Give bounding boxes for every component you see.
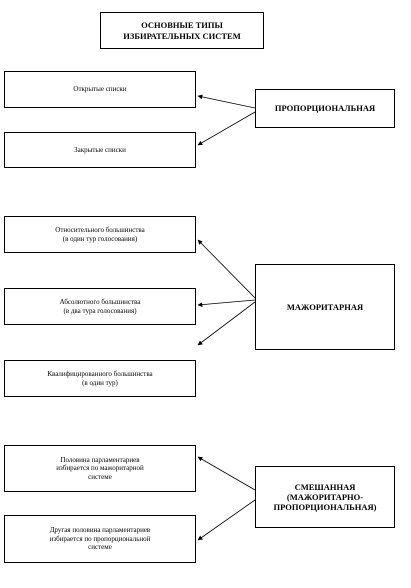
category-mixed-label-line3: ПРОПОРЦИОНАЛЬНАЯ)	[273, 502, 377, 513]
category-majoritarian-label: МАЖОРИТАРНАЯ	[286, 301, 364, 312]
item-absolute-majority-line2: (в два тура голосования)	[63, 306, 137, 315]
item-half-proportional-line3: системе	[88, 543, 112, 552]
diagram-title-line1: ОСНОВНЫЕ ТИПЫ	[141, 20, 223, 31]
item-relative-majority-line2: (в один тур голосования)	[62, 234, 138, 243]
item-half-majoritarian-line1: Половина парламентариев	[60, 455, 140, 464]
arrow-to-open-lists	[198, 96, 255, 108]
category-mixed-label-line2: (МАЖОРИТАРНО-	[286, 491, 364, 502]
arrow-to-qualified-majority	[198, 302, 255, 345]
item-half-proportional-line1: Другая половина парламентариев	[49, 526, 151, 535]
item-half-majoritarian-line2: избирается по мажоритарной	[56, 464, 144, 473]
item-open-lists-text: Открытые списки	[73, 85, 127, 94]
arrow-to-half-proportional	[198, 500, 255, 540]
arrow-to-half-majoritarian	[198, 457, 255, 490]
category-proportional-label: ПРОПОРЦИОНАЛЬНАЯ	[274, 103, 376, 114]
arrow-to-closed-lists	[198, 112, 255, 145]
item-absolute-majority-line1: Абсолютного большинства	[59, 298, 141, 307]
item-qualified-majority-line1: Квалифицированного большинства	[47, 370, 153, 379]
arrow-to-absolute-majority	[198, 300, 255, 305]
category-mixed-label-line1: СМЕШАННАЯ	[294, 481, 356, 492]
arrow-to-relative-majority	[198, 240, 255, 298]
item-closed-lists-text: Закрытые списки	[74, 145, 126, 154]
item-relative-majority-line1: Относительного большинства	[55, 226, 145, 235]
item-qualified-majority-line2: (в один тур)	[82, 378, 118, 387]
item-half-proportional-line2: избирается по пропорциональной	[49, 534, 151, 543]
item-half-majoritarian-line3: системе	[88, 472, 112, 481]
diagram-title-line2: ИЗБИРАТЕЛЬНЫХ СИСТЕМ	[123, 30, 241, 41]
